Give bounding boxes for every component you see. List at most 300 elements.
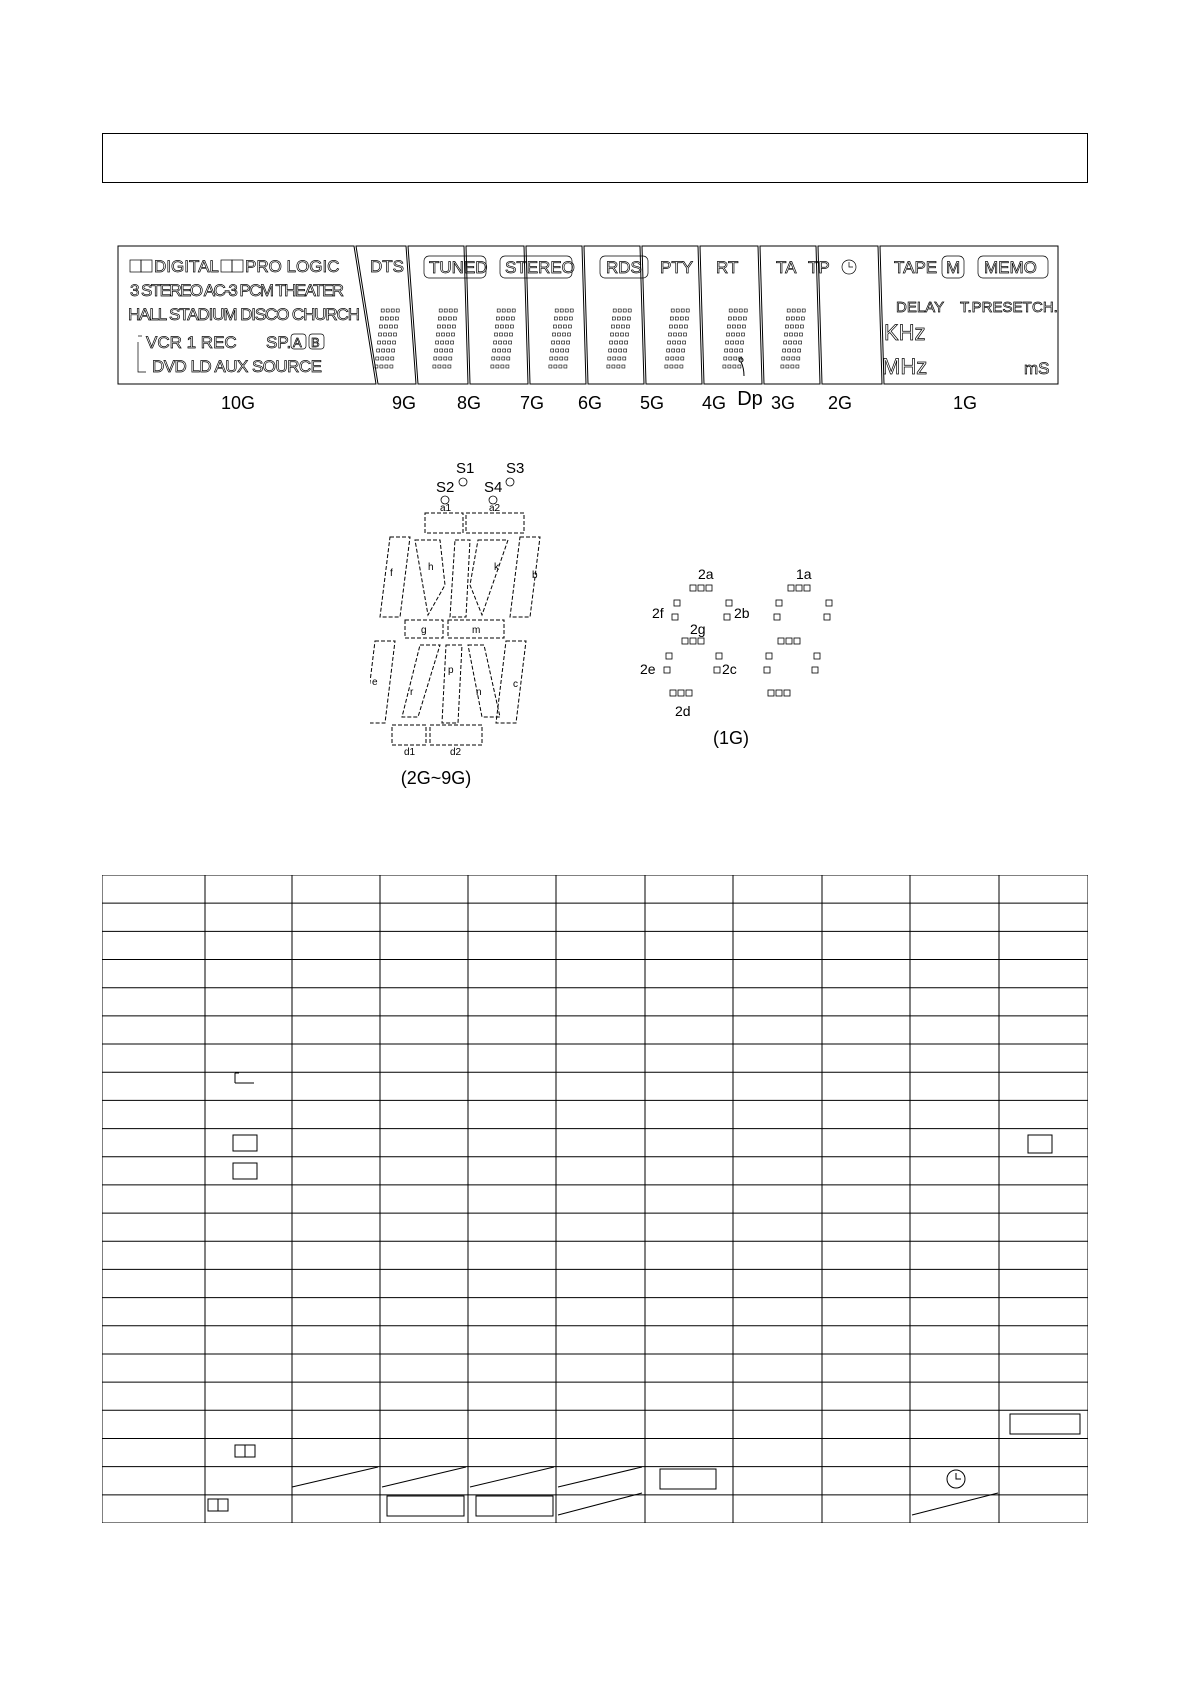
vfd-pro-logic: PRO LOGIC [245,257,340,276]
seg7-2g: 2g [690,621,706,637]
digit-dot [686,309,689,312]
seg-e: e [372,677,378,688]
digit-dot [740,349,743,352]
digit-dot [626,325,629,328]
digit-dot [555,309,558,312]
sixteen-segment-diagram [370,455,560,755]
digit-dot [612,365,615,368]
digit-dot [440,349,443,352]
digit-dot [681,309,684,312]
box-icon [233,1135,257,1151]
digit-dot [439,309,442,312]
digit-dot [785,325,788,328]
digit-dot [781,365,784,368]
digit-dot [627,317,630,320]
digit-dot [505,325,508,328]
digit-dot [508,349,511,352]
digit-dot [618,309,621,312]
seg7-2a: 2a [698,566,714,582]
digit-dot [676,357,679,360]
digit-dot [787,357,790,360]
digit-dot [723,365,726,368]
digit-dot [506,365,509,368]
digit-dot [684,325,687,328]
digit-dot [681,357,684,360]
digit-dot [797,309,800,312]
digit-dot [454,309,457,312]
digit-dot [671,309,674,312]
digit-dot [738,317,741,320]
digit-dot [570,309,573,312]
digit-dot [550,357,553,360]
digit-dot [743,317,746,320]
vfd-row5: DVD LD AUX SOURCE [152,357,322,376]
digit-dot [733,365,736,368]
seg-b: b [532,570,538,581]
digit-dot [796,365,799,368]
seg7-caption: (1G) [713,728,749,748]
seven-segment-diagram [630,560,840,750]
box-icon [1028,1135,1052,1153]
digit-dot [784,341,787,344]
digit-dot [613,357,616,360]
box-icon [387,1496,464,1516]
digit-dot [792,309,795,312]
digit-dot [615,341,618,344]
digit-dot [624,349,627,352]
digit-dot [435,349,438,352]
vfd-vcr: VCR 1 REC [146,333,237,352]
digit-dot [381,309,384,312]
seg7-2c: 2c [722,661,737,677]
seg-a2: a2 [489,503,501,514]
digit-dot [613,309,616,312]
vfd-stereo: STEREO [505,258,575,277]
seg7-2e: 2e [640,661,656,677]
digit-dot [669,333,672,336]
digit-dot [620,341,623,344]
digit-dot [736,341,739,344]
digit-dot [449,357,452,360]
digit-dot [568,333,571,336]
digit-dot [801,317,804,320]
digit-dot [792,357,795,360]
grid-label-2g: 2G [827,393,853,413]
vfd-ms: mS [1024,359,1050,378]
digit-dot [727,325,730,328]
box-icon [1010,1414,1080,1434]
digit-dot [386,309,389,312]
seg-c: c [513,679,518,690]
digit-dot [782,357,785,360]
digit-dot [800,333,803,336]
digit-dot [385,365,388,368]
digit-dot [797,357,800,360]
digit-dot [561,349,564,352]
digit-dot [622,317,625,320]
digit-dot [452,333,455,336]
digit-dot [497,309,500,312]
digit-dot [684,333,687,336]
grid-label-8g: 8G [456,393,482,413]
digit-dot [496,365,499,368]
digit-dot [616,325,619,328]
digit-dot [495,325,498,328]
digit-dot [680,317,683,320]
digit-dot [450,349,453,352]
digit-dot [553,325,556,328]
digit-dot [625,341,628,344]
digit-dot [796,317,799,320]
digit-dot [509,341,512,344]
digit-dot [728,317,731,320]
digit-dot [787,309,790,312]
digit-dot [724,357,727,360]
digit-dot [512,309,515,312]
digit-dot [626,333,629,336]
digit-dot [623,357,626,360]
digit-dot [388,341,391,344]
digit-dot [558,325,561,328]
digit-dot [444,309,447,312]
digit-dot [617,317,620,320]
digit-dot [383,341,386,344]
title-box [102,133,1088,183]
digit-dot [738,365,741,368]
digit-dot [607,365,610,368]
digit-dot [744,309,747,312]
digit-dot [619,349,622,352]
digit-dot [502,357,505,360]
vfd-ta: TA [776,258,797,277]
digit-dot [558,333,561,336]
digit-dot [507,309,510,312]
digit-dot [507,357,510,360]
digit-dot [727,333,730,336]
digit-dot [510,325,513,328]
digit-dot [437,333,440,336]
digit-dot [725,349,728,352]
seg7-2f: 2f [652,605,664,621]
digit-dot [494,341,497,344]
digit-dot [394,333,397,336]
digit-dot [380,317,383,320]
dolby-icon [208,1499,218,1511]
digit-dot [614,349,617,352]
digit-dot [673,341,676,344]
digit-dot [679,325,682,328]
digit-dot [799,341,802,344]
digit-dot [665,365,668,368]
digit-dot [437,325,440,328]
digit-dot [501,317,504,320]
digit-dot [675,365,678,368]
digit-dot [448,317,451,320]
digit-dot [563,325,566,328]
vfd-dts: DTS [370,257,404,276]
seg-n: n [476,687,482,698]
digit-dot [737,325,740,328]
digit-dot [502,309,505,312]
digit-dot [503,349,506,352]
seg-s2: S2 [436,479,455,496]
digit-dot [390,365,393,368]
digit-dot [786,365,789,368]
seg-k: k [494,562,499,573]
digit-dot [396,309,399,312]
digit-dot [785,333,788,336]
digit-dot [554,317,557,320]
digit-dot [729,357,732,360]
vfd-sp: SP. [266,333,292,352]
digit-dot [562,341,565,344]
digit-dot [376,357,379,360]
vfd-rt: RT [716,258,739,277]
digit-dot [622,365,625,368]
seg-g: g [421,625,427,636]
digit-dot [390,317,393,320]
digit-dot [496,317,499,320]
vfd-mhz: MHz [882,354,928,379]
digit-dot [491,365,494,368]
digit-dot [391,309,394,312]
digit-dot [680,365,683,368]
vfd-row3: HALL STADIUM DISCO CHURCH [128,305,360,324]
digit-dot [563,333,566,336]
digit-dot [618,357,621,360]
digit-dot [559,317,562,320]
digit-dot [387,349,390,352]
digit-dot [732,333,735,336]
digit-dot [443,365,446,368]
digit-dot [621,333,624,336]
digit-dot [675,317,678,320]
digit-dot [564,317,567,320]
grid-label-4g: 4G [701,393,727,413]
digit-dot [795,333,798,336]
seg-r: r [410,687,414,698]
digit-dot [493,349,496,352]
digit-dot [567,341,570,344]
digit-dot [669,325,672,328]
digit-dot [793,349,796,352]
vfd-tpreset: T.PRESET [960,299,1032,316]
vfd-rds: RDS [606,258,642,277]
seg-f: f [390,568,393,579]
digit-dot [500,333,503,336]
grid-label-1g: 1G [952,393,978,413]
digit-dot [393,341,396,344]
digit-dot [677,349,680,352]
digit-dot [611,325,614,328]
digit-dot [553,333,556,336]
digit-dot [448,365,451,368]
digit-dot [384,333,387,336]
digit-dot [505,333,508,336]
digit-dot [671,357,674,360]
digit-dot [395,317,398,320]
digit-dot [612,317,615,320]
digit-dot [498,349,501,352]
vfd-delay: DELAY [896,299,945,316]
seg-m: m [472,625,481,636]
seg-h: h [428,562,434,573]
digit-dot [551,349,554,352]
digit-dot [495,333,498,336]
seg-s3: S3 [506,460,525,477]
vfd-display [116,244,1060,389]
grid-label-3g: 3G [770,393,796,413]
bracket-icon [235,1073,254,1083]
digit-dot [742,325,745,328]
digit-dot [734,309,737,312]
digit-dot [623,309,626,312]
digit-dot [499,341,502,344]
digit-dot [666,357,669,360]
digit-dot [442,325,445,328]
seg-s4: S4 [484,479,503,496]
digit-dot [568,325,571,328]
digit-dot [672,349,675,352]
digit-dot [739,309,742,312]
digit-dot [667,349,670,352]
digit-dot [377,349,380,352]
digit-dot [378,341,381,344]
digit-dot [443,317,446,320]
digit-dot [382,349,385,352]
vfd-row2: 3 STEREO AC-3 PCM THEATER [130,281,344,300]
seg-p: p [448,665,454,676]
digit-dot [670,317,673,320]
digit-dot [621,325,624,328]
digit-dot [678,341,681,344]
vfd-pty: PTY [660,258,694,277]
segment-assignment-table [102,875,1088,1523]
digit-dot [735,349,738,352]
digit-dot [436,341,439,344]
seg-d1: d1 [404,747,416,755]
digit-dot [791,317,794,320]
digit-dot [391,357,394,360]
digit-dot [379,325,382,328]
grid-label-5g: 5G [639,393,665,413]
digit-dot [381,357,384,360]
vfd-tp: TP [808,258,830,277]
digit-dot [802,309,805,312]
digit-dot [565,357,568,360]
digit-dot [438,317,441,320]
digit-dot [730,349,733,352]
digit-dot [794,341,797,344]
digit-dot [682,349,685,352]
digit-dot [670,365,673,368]
digit-dot [447,333,450,336]
digit-dot [565,309,568,312]
digit-dot [445,349,448,352]
seg-d2: d2 [450,747,462,755]
vfd-sp-b: B [311,335,320,350]
box-icon [476,1496,553,1516]
digit-dot [795,325,798,328]
grid-label-10g: 10G [220,393,256,413]
digit-dot [497,357,500,360]
digit-dot [800,325,803,328]
digit-dot [549,365,552,368]
digit-dot [608,357,611,360]
digit-dot [628,309,631,312]
grid-label-6g: 6G [577,393,603,413]
digit-dot [492,357,495,360]
digit-dot [504,341,507,344]
digit-dot [439,357,442,360]
digit-dot [726,341,729,344]
digit-dot [560,309,563,312]
digit-dot [569,317,572,320]
digit-dot [679,333,682,336]
vfd-digital: DIGITAL [154,257,219,276]
digit-dot [685,317,688,320]
digit-dot [500,325,503,328]
digit-dot [510,333,513,336]
grid-label-9g: 9G [391,393,417,413]
digit-dot [452,325,455,328]
digit-dot [616,333,619,336]
digit-dot [389,325,392,328]
digit-dot [683,341,686,344]
seg7-2d: 2d [675,703,691,719]
digit-dot [447,325,450,328]
seg16-caption: (2G~9G) [400,768,472,788]
digit-dot [674,325,677,328]
digit-dot [789,341,792,344]
digit-dot [555,357,558,360]
digit-dot [392,349,395,352]
seg-s1: S1 [456,460,475,477]
digit-dot [728,365,731,368]
digit-dot [380,365,383,368]
digit-dot [560,357,563,360]
digit-dot [379,333,382,336]
digit-dot [788,349,791,352]
dolby-icon [235,1445,245,1457]
dp-label: Dp [737,388,763,410]
vfd-tuned: TUNED [429,258,488,277]
digit-dot [451,341,454,344]
digit-dot [791,365,794,368]
digit-dot [617,365,620,368]
digit-dot [449,309,452,312]
digit-dot [559,365,562,368]
digit-dot [394,325,397,328]
digit-dot [786,317,789,320]
vfd-tape: TAPE [894,258,938,277]
digit-dot [446,341,449,344]
digit-dot [610,341,613,344]
digit-dot [433,365,436,368]
digit-dot [790,333,793,336]
box-icon [233,1163,257,1179]
digit-dot [741,341,744,344]
digit-dot [783,349,786,352]
vfd-khz: KHz [884,320,926,345]
vfd-ch: CH. [1032,299,1058,316]
digit-dot [790,325,793,328]
digit-dot [441,341,444,344]
digit-dot [385,317,388,320]
digit-dot [556,349,559,352]
digit-dot [453,317,456,320]
digit-dot [438,365,441,368]
